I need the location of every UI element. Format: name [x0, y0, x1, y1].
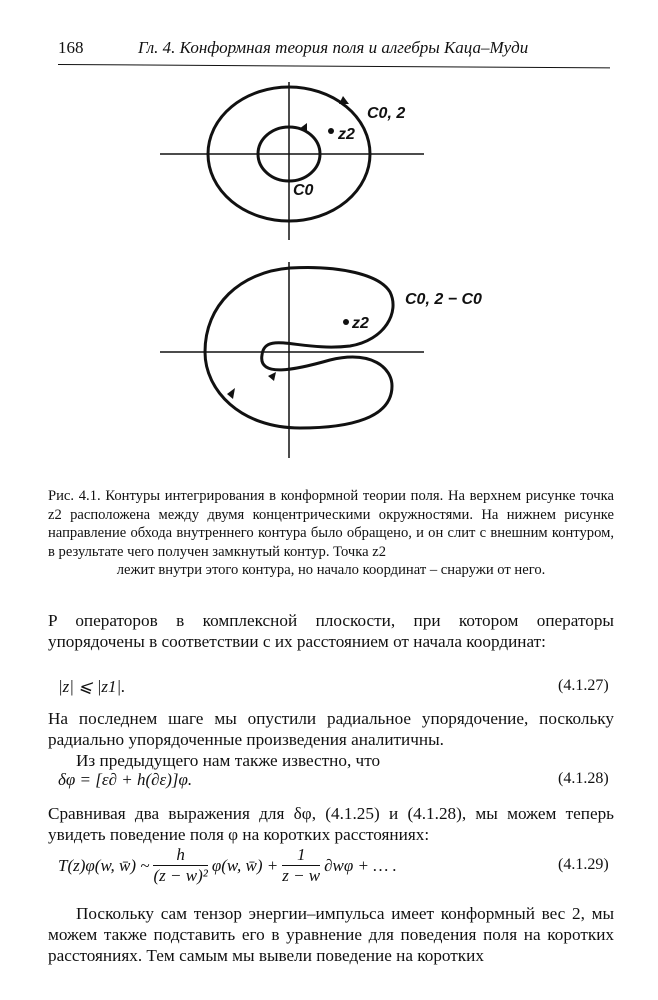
- eq3-tail: ∂wφ + … .: [324, 855, 397, 875]
- eq3-middle: φ(w, w̄) +: [211, 855, 279, 875]
- figure-caption: [48, 487, 614, 580]
- eq3-denominator-2: z − w: [282, 866, 321, 885]
- caption-last-line: лежит внутри этого контура, но начало координат – снаружи от него.: [116, 562, 546, 578]
- eq3-denominator-1: (z − w)²: [153, 866, 208, 885]
- paragraph-3: Из предыдущего нам также известно, что: [76, 751, 381, 770]
- merged-contour-inner-arrow-icon: [268, 372, 276, 381]
- equation-number-4-1-29: (4.1.29): [558, 856, 609, 873]
- paragraph-2: На последнем шаге мы опустили радиальное упорядочение, поскольку радиально упорядоченные произведения аналитичны.: [48, 709, 614, 749]
- label-c02: C0, 2: [367, 105, 406, 122]
- eq3-numerator-2: 1: [282, 845, 320, 866]
- label-c02-minus-c0: C0, 2 − C0: [405, 291, 482, 308]
- point-z2-top: [328, 128, 334, 134]
- equation-4-1-27: |z| ⩽ |z1|.: [58, 677, 126, 696]
- eq3-fraction-1: [153, 845, 207, 886]
- outer-contour-arrow-icon: [339, 96, 349, 104]
- eq3-numerator-1: h: [153, 845, 207, 866]
- merged-contour-c02-minus-c0: [205, 267, 393, 428]
- contour-figure: [0, 0, 658, 480]
- merged-contour-arrow-icon: [227, 388, 235, 399]
- equation-number-4-1-28: (4.1.28): [558, 770, 609, 787]
- point-z2-bottom: [343, 319, 349, 325]
- bottom-diagram: [160, 262, 424, 458]
- paragraph-1: P операторов в комплексной плоскости, при котором операторы упорядочены в соответствии с их расстоянием от начала координат:: [48, 611, 614, 651]
- equation-4-1-29: [58, 845, 397, 886]
- label-z2-bottom: z2: [352, 315, 369, 332]
- eq3-lhs: T(z)φ(w, w̄) ~: [58, 855, 150, 875]
- equation-4-1-28: δφ = [ε∂ + h(∂ε)]φ.: [58, 770, 193, 789]
- eq3-fraction-2: [282, 845, 320, 886]
- paragraph-4: Сравнивая два выражения для δφ, (4.1.25) и (4.1.28), мы можем теперь увидеть поведение поля φ на коротких расстояниях:: [48, 804, 614, 844]
- label-c0: C0: [293, 182, 314, 199]
- page-number: 168: [58, 38, 84, 57]
- label-z2-top: z2: [338, 126, 355, 143]
- caption-text: Рис. 4.1. Контуры интегрирования в конформной теории поля. На верхнем рисунке точка z2 расположена между двумя концентрическими окружностями. На нижнем рисунке направление обхода внутреннего контура было обращено, и он слит с внешним контуром, в результате чего получен замкнутый контур. Точка z2: [48, 488, 614, 560]
- equation-number-4-1-27: (4.1.27): [558, 677, 609, 694]
- running-title: Гл. 4. Конформная теория поля и алгебры Каца–Муди: [138, 38, 529, 57]
- paragraph-5: Поскольку сам тензор энергии–импульса имеет конформный вес 2, мы можем также подставить его в уравнение для поведения поля на коротких расстояниях. Тем самым мы вывели поведение на коротких: [48, 904, 614, 965]
